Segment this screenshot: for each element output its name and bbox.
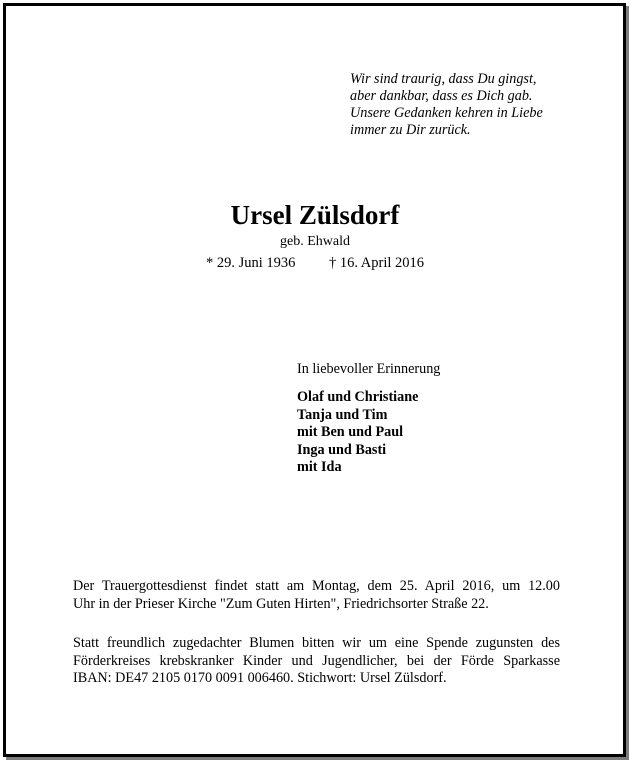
mourner-line: mit Ben und Paul xyxy=(297,424,404,440)
donation-line: IBAN: DE47 2105 0170 0091 006460. Stichwort: Ursel Zülsdorf. xyxy=(73,670,447,686)
donation-line: Statt freundlich zugedachter Blumen bitten wir um eine Spende zugunsten des xyxy=(73,635,560,651)
poem-verse xyxy=(350,71,543,139)
maiden-name: geb. Ehwald xyxy=(280,234,350,249)
poem-line: Unsere Gedanken kehren in Liebe xyxy=(350,105,543,121)
remembrance-intro: In liebevoller Erinnerung xyxy=(297,361,441,377)
mourner-line: Tanja und Tim xyxy=(297,406,388,423)
service-line: Uhr in der Prieser Kirche "Zum Guten Hirten", Friedrichsorter Straße 22. xyxy=(73,595,489,612)
mourner-line: mit Ida xyxy=(297,459,342,475)
mourner-line: Inga und Basti xyxy=(297,441,387,458)
mourner-line: Olaf und Christiane xyxy=(297,389,419,405)
service-info xyxy=(73,578,560,613)
poem-line: aber dankbar, dass es Dich gab. xyxy=(350,88,533,104)
donation-info xyxy=(73,635,560,688)
donation-line: Förderkreises krebskranker Kinder und Jugendlicher, bei der Förde Sparkasse xyxy=(73,652,560,669)
poem-line: Wir sind traurig, dass Du gingst, xyxy=(350,71,537,87)
service-line: Der Trauergottesdienst findet statt am Montag, dem 25. April 2016, um 12.00 xyxy=(73,578,560,594)
birth-date: * 29. Juni 1936 xyxy=(205,255,296,271)
deceased-name: Ursel Zülsdorf xyxy=(230,200,400,230)
mourners-list xyxy=(297,389,418,477)
life-dates xyxy=(0,254,630,272)
poem-line: immer zu Dir zurück. xyxy=(350,122,471,138)
death-date: † 16. April 2016 xyxy=(328,255,425,271)
